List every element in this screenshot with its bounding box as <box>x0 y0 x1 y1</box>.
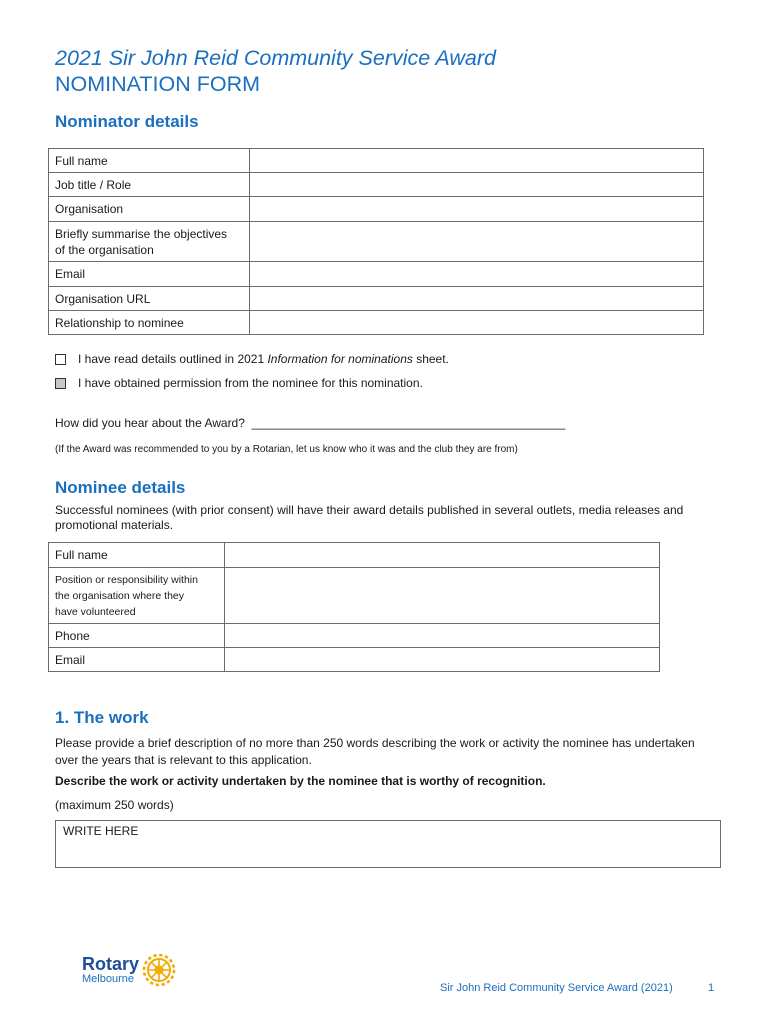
nominee-phone-field[interactable] <box>225 624 660 648</box>
nominator-job-title-field[interactable] <box>250 173 704 197</box>
nominee-full-name-field[interactable] <box>225 543 660 568</box>
hear-note: (If the Award was recommended to you by a Rotarian, let us know who it was and the club they are from) <box>55 444 518 455</box>
position-label-line3: have volunteered <box>55 605 136 618</box>
work-heading: 1. The work <box>55 708 149 727</box>
nominee-email-label: Email <box>49 648 225 672</box>
nominator-objectives-label <box>49 222 250 262</box>
table-row <box>49 543 660 568</box>
table-row <box>49 311 704 335</box>
hear-answer-blank[interactable]: _______________________________________________ <box>251 416 566 430</box>
table-row <box>49 173 704 197</box>
hear-question-line <box>55 416 565 431</box>
nominee-heading: Nominee details <box>55 478 186 497</box>
table-row <box>49 262 704 287</box>
nominee-full-name-label: Full name <box>49 543 225 568</box>
read-details-text-start: I have read details outlined in 2021 <box>78 352 268 366</box>
work-prompt: Describe the work or activity undertaken by the nominee that is worthy of recognition. <box>55 774 546 788</box>
nominator-heading: Nominator details <box>55 112 199 131</box>
table-row <box>49 222 704 262</box>
rotary-wordmark <box>82 955 139 985</box>
nominator-organisation-label: Organisation <box>49 197 250 222</box>
hear-question: How did you hear about the Award? <box>55 416 245 430</box>
permission-label: I have obtained permission from the nominee for this nomination. <box>78 376 423 390</box>
write-here-placeholder: WRITE HERE <box>63 824 139 838</box>
table-row <box>49 624 660 648</box>
table-row <box>49 287 704 311</box>
nominee-position-label <box>49 568 225 624</box>
nominator-job-title-label: Job title / Role <box>49 173 250 197</box>
rotary-wheel-icon <box>141 952 177 988</box>
nominator-full-name-field[interactable] <box>250 149 704 173</box>
nominator-objectives-field[interactable] <box>250 222 704 262</box>
nominator-url-field[interactable] <box>250 287 704 311</box>
read-details-checkbox[interactable] <box>55 354 66 365</box>
table-row <box>49 149 704 173</box>
rotary-logo-word: Rotary <box>82 954 140 974</box>
table-row <box>49 568 660 624</box>
table-row <box>49 648 660 672</box>
read-details-text-end: sheet. <box>412 352 449 366</box>
nominator-url-label: Organisation URL <box>49 287 250 311</box>
rotary-logo <box>82 952 177 988</box>
read-details-italic: Information for nominations <box>267 352 413 366</box>
nominator-relationship-label: Relationship to nominee <box>49 311 250 335</box>
position-label-line2: the organisation where they <box>55 589 184 602</box>
read-details-check-row <box>55 352 449 366</box>
nominator-email-field[interactable] <box>250 262 704 287</box>
nominee-email-field[interactable] <box>225 648 660 672</box>
form-title: 2021 Sir John Reid Community Service Award <box>55 46 496 70</box>
form-subtitle: NOMINATION FORM <box>55 72 261 96</box>
work-write-box[interactable] <box>55 820 721 868</box>
permission-check-row <box>55 376 423 390</box>
nominee-table <box>48 542 660 672</box>
objectives-label-line1: Briefly summarise the objectives <box>55 226 228 241</box>
footer-doc-title: Sir John Reid Community Service Award (2021) <box>440 982 673 994</box>
work-description: Please provide a brief description of no more than 250 words describing the work or activity the nominee has undertaken over the years that is relevant to this application. <box>55 736 695 767</box>
nominee-intro: Successful nominees (with prior consent) will have their award details published in several outlets, media releases and promotional materials. <box>55 503 684 532</box>
footer-page-number: 1 <box>708 982 715 994</box>
nominator-organisation-field[interactable] <box>250 197 704 222</box>
nominee-phone-label: Phone <box>49 624 225 648</box>
position-label-line1: Position or responsibility within <box>55 573 198 586</box>
rotary-logo-sub: Melbourne <box>82 973 134 985</box>
nominee-position-field[interactable] <box>225 568 660 624</box>
read-details-label <box>78 352 449 366</box>
permission-checkbox[interactable] <box>55 378 66 389</box>
nominator-relationship-field[interactable] <box>250 311 704 335</box>
nominator-table <box>48 148 704 335</box>
table-row <box>49 197 704 222</box>
nominator-full-name-label: Full name <box>49 149 250 173</box>
objectives-label-line2: of the organisation <box>55 242 154 257</box>
nominator-email-label: Email <box>49 262 250 287</box>
work-max-words: (maximum 250 words) <box>55 798 174 812</box>
